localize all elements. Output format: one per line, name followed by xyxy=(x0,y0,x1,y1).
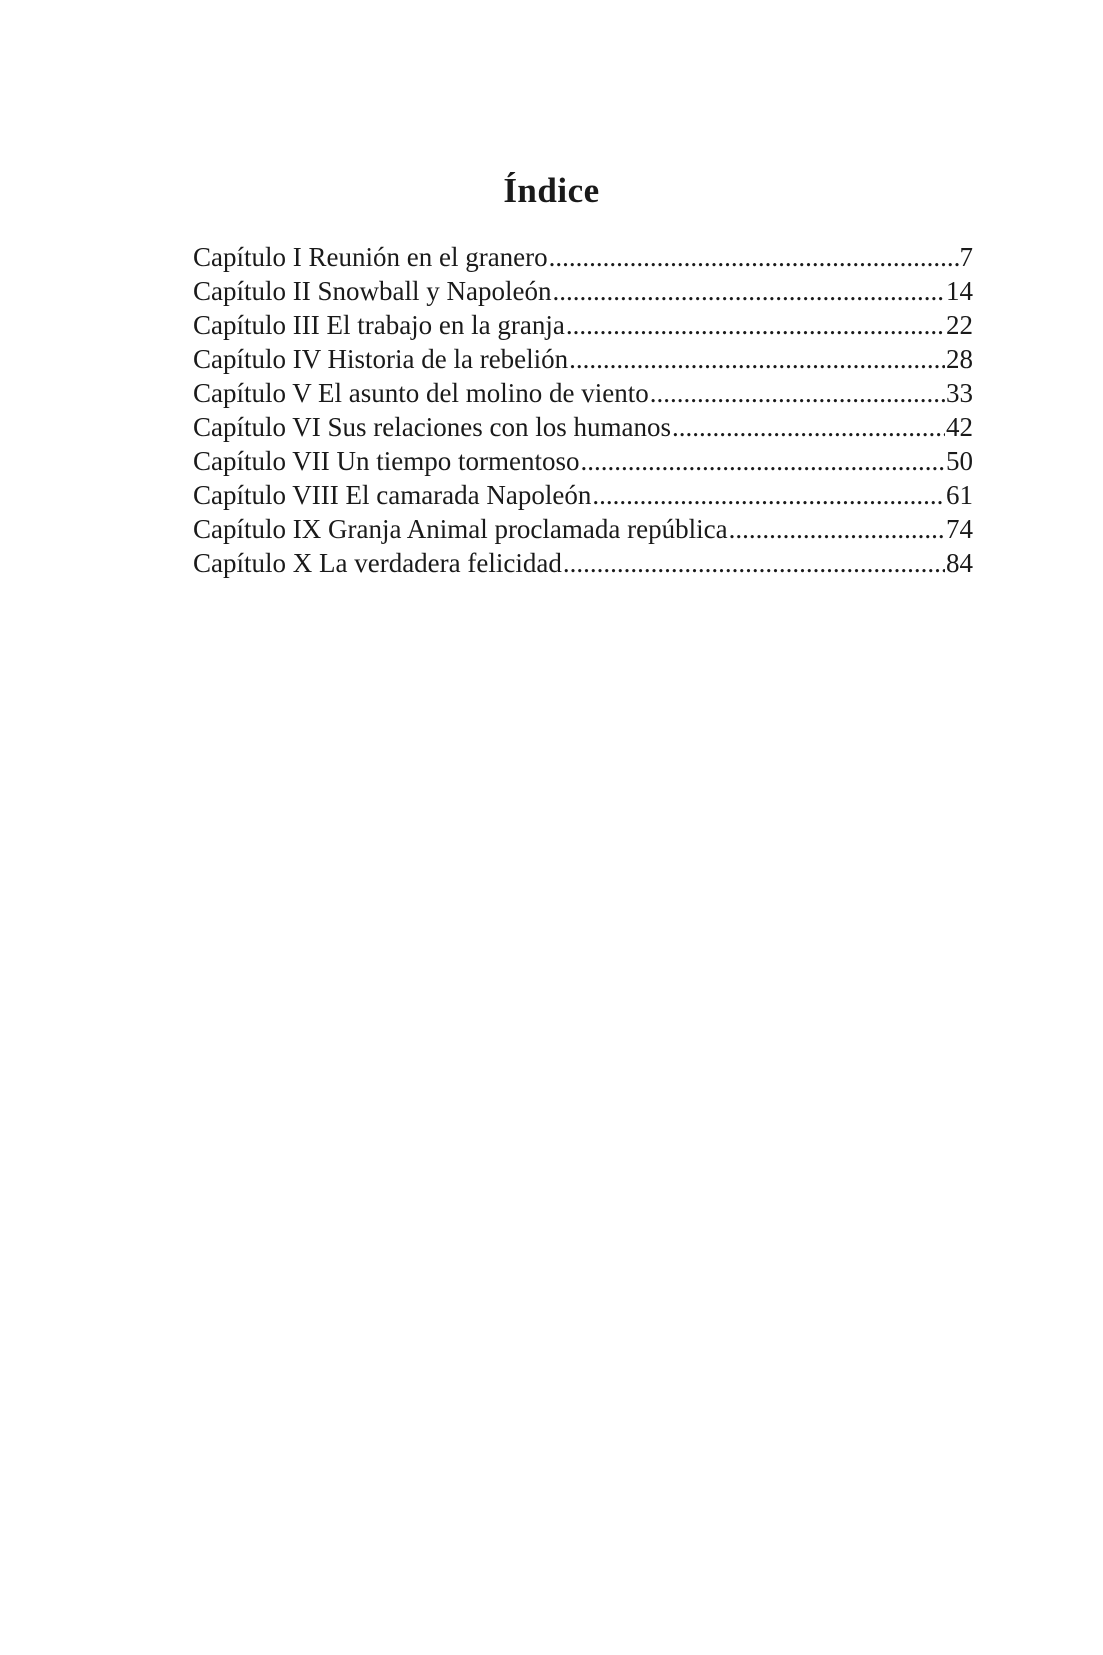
toc-dot-leader xyxy=(580,444,945,478)
toc-entry-label: Capítulo VII Un tiempo tormentoso xyxy=(193,446,580,476)
toc-entry-page: 22 xyxy=(946,310,973,340)
toc-dot-leader xyxy=(592,478,945,512)
toc-entry-label: Capítulo VIII El camarada Napoleón xyxy=(193,480,592,510)
toc-entry-label: Capítulo X La verdadera felicidad xyxy=(193,548,562,578)
toc-entry-page: 50 xyxy=(946,446,973,476)
toc-entry-page: 74 xyxy=(946,514,973,544)
toc-entry-page: 84 xyxy=(946,548,973,578)
toc-entry xyxy=(193,512,973,546)
toc-entry-page: 28 xyxy=(946,344,973,374)
toc-entry-page: 42 xyxy=(946,412,973,442)
toc-dot-leader xyxy=(566,308,945,342)
toc-entry xyxy=(193,274,973,308)
toc-entry xyxy=(193,376,973,410)
table-of-contents xyxy=(193,240,973,580)
toc-entry-page: 33 xyxy=(946,378,973,408)
toc-entry-label: Capítulo V El asunto del molino de viento xyxy=(193,378,649,408)
toc-entry xyxy=(193,410,973,444)
toc-entry-label: Capítulo VI Sus relaciones con los humanos xyxy=(193,412,671,442)
toc-entry xyxy=(193,444,973,478)
page-title: Índice xyxy=(503,171,600,210)
toc-entry-label: Capítulo I Reunión en el granero xyxy=(193,242,548,272)
toc-entry-page: 14 xyxy=(946,276,973,306)
toc-dot-leader xyxy=(563,546,945,580)
toc-entry-page: 61 xyxy=(946,480,973,510)
toc-entry xyxy=(193,308,973,342)
toc-entry-label: Capítulo IV Historia de la rebelión xyxy=(193,344,569,374)
toc-entry-label: Capítulo IX Granja Animal proclamada república xyxy=(193,514,728,544)
toc-dot-leader xyxy=(650,376,945,410)
toc-entry xyxy=(193,478,973,512)
toc-dot-leader xyxy=(552,274,945,308)
toc-entry xyxy=(193,342,973,376)
toc-dot-leader xyxy=(569,342,945,376)
toc-entry xyxy=(193,240,973,274)
toc-dot-leader xyxy=(672,410,945,444)
toc-entry-label: Capítulo II Snowball y Napoleón xyxy=(193,276,552,306)
toc-entry xyxy=(193,546,973,580)
toc-entry-page: 7 xyxy=(959,242,973,272)
toc-dot-leader xyxy=(549,240,959,274)
toc-dot-leader xyxy=(729,512,945,546)
toc-entry-label: Capítulo III El trabajo en la granja xyxy=(193,310,565,340)
